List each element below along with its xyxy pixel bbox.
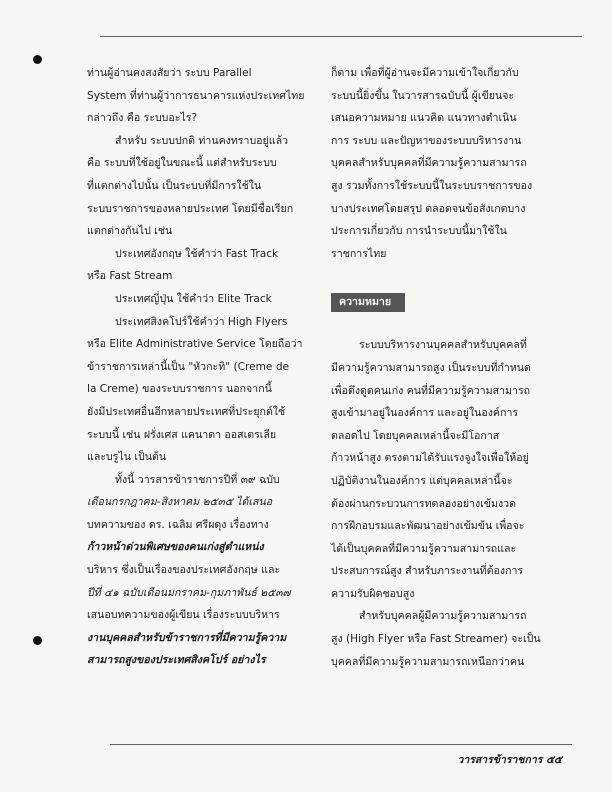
page-footer: วารสารข้าราชการ ๕๕ [457, 754, 562, 766]
text-line: ทั้งนี้ วารสารข้าราชการปีที่ ๓๙ ฉบับ [115, 473, 280, 486]
text-line: ได้เป็นบุคคลที่มีความรู้ความสามารถและ [331, 542, 517, 555]
text-line: บริหาร ซึ่งเป็นเรื่องของประเทศอังกฤษ และ [87, 564, 281, 577]
text-line: การ ระบบ และปัญหาของระบบบริหารงาน [331, 134, 522, 147]
text-line: ปีที่ ๔๑ ฉบับเดือนมกราคม-กุมภาพันธ์ ๒๕๓๗ [87, 586, 291, 599]
text-line: การฝึกอบรมและพัฒนาอย่างเข้มข้น เพื่อจะ [331, 520, 525, 533]
text-line: เสนอบทความของผู้เขียน เรื่องระบบบริหาร [87, 609, 280, 622]
text-line: ประสบการณ์สูง สำหรับภาระงานที่ต้องการ [331, 565, 524, 578]
text-line: ยังมีประเทศอื่นอีกหลายประเทศที่ประยุกต์ใช้ [87, 405, 286, 418]
text-line: ความรับผิดชอบสูง [331, 587, 415, 600]
text-line: งานบุคคลสำหรับข้าราชการที่มีความรู้ความ [87, 631, 287, 644]
text-line: กล่าวถึง คือ ระบบอะไร? [87, 112, 198, 125]
text-line: สูงเข้ามาอยู่ในองค์การ และอยู่ในองค์การ [331, 407, 519, 420]
left-column [87, 62, 317, 672]
text-line: มีความรู้ความสามารถสูง เป็นระบบที่กำหนด [331, 361, 531, 374]
right-column [331, 62, 571, 673]
text-line: ประเทศสิงคโปร์ใช้คำว่า High Flyers [115, 315, 288, 328]
text-line: ที่แตกต่างไปนั้น เป็นระบบที่มีการใช้ใน [87, 179, 262, 192]
text-line: หรือ Elite Administrative Service โดยถือว่า [87, 338, 303, 351]
text-line: สำหรับบุคคลผู้มีความรู้ความสามารถ [359, 610, 527, 623]
text-line: สูง รวมทั้งการใช้ระบบนี้ในระบบราชการของ [331, 179, 533, 192]
binder-hole-top [33, 55, 42, 64]
text-line: ปฏิบัติงานในองค์การ แต่บุคคลเหล่านี้จะ [331, 474, 513, 487]
text-line: System ที่ท่านผู้ว่าการธนาคารแห่งประเทศไทย [87, 89, 305, 102]
text-line: บุคคลที่มีความรู้ความสามารถเหนือกว่าคน [331, 655, 525, 668]
text-line: หรือ Fast Stream [87, 270, 173, 283]
text-line: บุคคลสำหรับบุคคลที่มีความรู้ความสามารถ [331, 157, 527, 170]
text-line: la Creme) ของระบบราชการ นอกจากนี้ [87, 383, 272, 396]
text-line: ก้าวหน้าด่วนพิเศษของคนเก่งสู่ตำแหน่ง [87, 541, 264, 554]
text-line: ก้าวหน้าสูง ตรงตามได้รับแรงจูงใจเพื่อให้อยู่ [331, 452, 529, 465]
text-line: บางประเทศโดยสรุป ตลอดจนข้อสังเกตบาง [331, 202, 526, 215]
text-line: ประเทศญี่ปุ่น ใช้คำว่า Elite Track [115, 292, 272, 305]
text-line: คือ ระบบที่ใช้อยู่ในขณะนี้ แต่สำหรับระบบ [87, 157, 277, 170]
text-line: ประการเกี่ยวกับ การนำระบบนี้มาใช้ใน [331, 225, 507, 238]
text-line: ประเทศอังกฤษ ใช้คำว่า Fast Track [115, 247, 279, 260]
text-line: ท่านผู้อ่านคงสงสัยว่า ระบบ Parallel [87, 67, 252, 79]
binder-hole-bottom [33, 636, 42, 645]
text-line: สำหรับ ระบบปกติ ท่านคงทราบอยู่แล้ว [115, 134, 289, 147]
text-line: ระบบนี้ยิ่งขึ้น ในวารสารฉบับนี้ ผู้เขียนจะ [331, 89, 515, 102]
text-line: เสนอความหมาย แนวคิด แนวทางดำเนิน [331, 112, 517, 125]
text-line: แตกต่างกันไป เช่น [87, 225, 173, 238]
top-rule [100, 36, 582, 37]
text-line: เดือนกรกฎาคม-สิงหาคม ๒๕๓๕ ได้เสนอ [87, 496, 273, 509]
right-column-intro [331, 62, 571, 265]
text-line: สามารถสูงของประเทศสิงคโปร์ อย่างไร [87, 654, 266, 667]
text-line: และบรูไน เป็นต้น [87, 451, 167, 464]
text-line: ระบบนี้ เช่น ฝรั่งเศส แคนาดา ออสเตรเลีย [87, 428, 277, 441]
right-column-body [331, 334, 571, 673]
text-line: เพื่อดึงดูดคนเก่ง คนที่มีความรู้ความสามารถ [331, 384, 531, 397]
bottom-rule [110, 744, 572, 745]
section-heading: ความหมาย [331, 293, 405, 312]
text-line: บทความของ ดร. เฉลิม ศรีผดุง เรื่องทาง [87, 518, 269, 531]
text-line: ราชการไทย [331, 247, 387, 260]
text-line: ระบบบริหารงานบุคคลสำหรับบุคคลที่ [359, 339, 527, 352]
text-line: ต้องผ่านกระบวนการทดลองอย่างเข้มงวด [331, 497, 517, 510]
text-line: สูง (High Flyer หรือ Fast Streamer) จะเป็น [331, 633, 541, 646]
text-line: ก็ตาม เพื่อที่ผู้อ่านจะมีความเข้าใจเกี่ยวกับ [331, 67, 519, 79]
text-line: ข้าราชการเหล่านี้เป็น "หัวกะทิ" (Creme de [87, 360, 290, 373]
text-line: ตลอดไป โดยบุคคลเหล่านี้จะมีโอกาส [331, 429, 500, 442]
text-line: ระบบราชการของหลายประเทศ โดยมีชื่อเรียก [87, 202, 294, 215]
